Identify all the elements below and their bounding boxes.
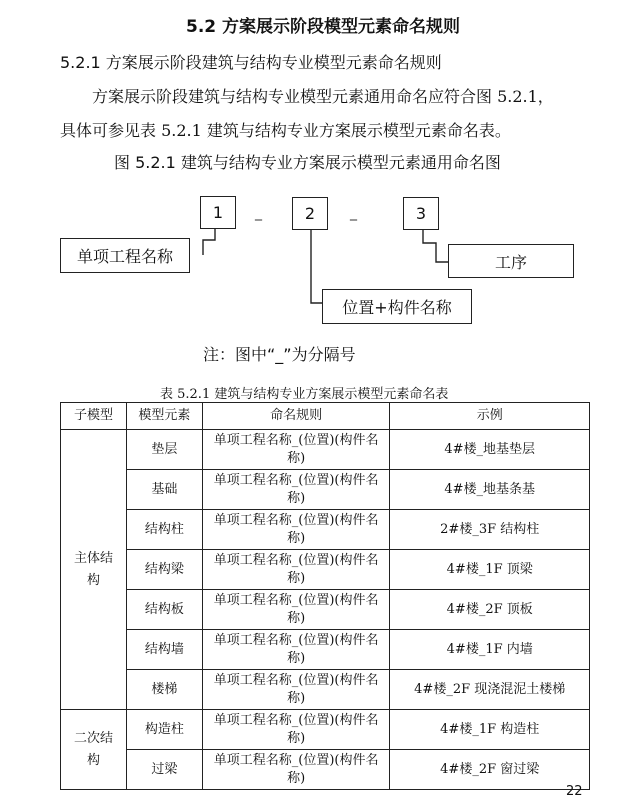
rule-cell: 单项工程名称_(位置)(构件名称) (202, 670, 390, 710)
element-cell: 结构梁 (126, 550, 202, 590)
page-number: 22 (566, 784, 583, 799)
diagram-box-1: 1 (200, 196, 236, 229)
table-row (61, 470, 590, 510)
paragraph-line-2: 具体可参见表 5.2.1 建筑与结构专业方案展示模型元素命名表。 (60, 121, 511, 140)
element-cell: 过梁 (126, 750, 202, 790)
rule-cell: 单项工程名称_(位置)(构件名称) (202, 590, 390, 630)
rule-cell: 单项工程名称_(位置)(构件名称) (202, 470, 390, 510)
example-cell: 4#楼_1F 构造柱 (390, 710, 590, 750)
example-cell: 4#楼_地基垫层 (390, 430, 590, 470)
example-cell: 4#楼_2F 现浇混泥土楼梯 (390, 670, 590, 710)
table-caption: 表 5.2.1 建筑与结构专业方案展示模型元素命名表 (160, 387, 449, 402)
table-header-row (61, 403, 590, 430)
example-cell: 4#楼_2F 窗过梁 (390, 750, 590, 790)
table-row (61, 710, 590, 750)
diagram-note: 注：图中“_”为分隔号 (203, 345, 356, 364)
table-row (61, 550, 590, 590)
header-example: 示例 (390, 403, 590, 430)
header-model-element: 模型元素 (126, 403, 202, 430)
rule-cell: 单项工程名称_(位置)(构件名称) (202, 750, 390, 790)
rule-cell: 单项工程名称_(位置)(构件名称) (202, 510, 390, 550)
table-row (61, 670, 590, 710)
example-cell: 4#楼_2F 顶板 (390, 590, 590, 630)
connector-1 (203, 228, 215, 255)
section-title: 5.2 方案展示阶段模型元素命名规则 (186, 17, 461, 37)
rule-cell: 单项工程名称_(位置)(构件名称) (202, 430, 390, 470)
element-cell: 结构柱 (126, 510, 202, 550)
element-cell: 结构墙 (126, 630, 202, 670)
rule-cell: 单项工程名称_(位置)(构件名称) (202, 710, 390, 750)
group-name: 二次结构 (73, 730, 113, 768)
diagram-label-project-name: 单项工程名称 (60, 238, 190, 273)
example-cell: 4#楼_1F 内墙 (390, 630, 590, 670)
group-secondary-structure (61, 710, 127, 790)
element-cell: 垫层 (126, 430, 202, 470)
connector-2 (311, 230, 322, 303)
example-cell: 2#楼_3F 结构柱 (390, 510, 590, 550)
example-cell: 4#楼_1F 顶梁 (390, 550, 590, 590)
connector-3 (423, 230, 448, 262)
table-row (61, 590, 590, 630)
table-row (61, 750, 590, 790)
diagram-box-3: 3 (403, 197, 439, 230)
rule-cell: 单项工程名称_(位置)(构件名称) (202, 630, 390, 670)
example-cell: 4#楼_地基条基 (390, 470, 590, 510)
table-row (61, 430, 590, 470)
table-row (61, 510, 590, 550)
header-naming-rule: 命名规则 (202, 403, 390, 430)
rule-cell: 单项工程名称_(位置)(构件名称) (202, 550, 390, 590)
table-row (61, 630, 590, 670)
element-cell: 结构板 (126, 590, 202, 630)
group-name: 主体结构 (73, 550, 113, 588)
diagram-box-2: 2 (292, 197, 328, 230)
group-main-structure (61, 430, 127, 710)
diagram-separator-1: _ (255, 205, 262, 221)
header-submodel: 子模型 (61, 403, 127, 430)
element-cell: 楼梯 (126, 670, 202, 710)
element-cell: 基础 (126, 470, 202, 510)
diagram-label-position-component: 位置+构件名称 (322, 289, 472, 324)
subsection-title: 5.2.1 方案展示阶段建筑与结构专业模型元素命名规则 (60, 53, 442, 72)
paragraph-line-1: 方案展示阶段建筑与结构专业模型元素通用命名应符合图 5.2.1， (92, 87, 554, 106)
diagram-separator-2: _ (350, 205, 357, 221)
naming-table (60, 402, 590, 790)
element-cell: 构造柱 (126, 710, 202, 750)
figure-caption: 图 5.2.1 建筑与结构专业方案展示模型元素通用命名图 (114, 153, 501, 172)
diagram-label-process: 工序 (448, 244, 574, 278)
